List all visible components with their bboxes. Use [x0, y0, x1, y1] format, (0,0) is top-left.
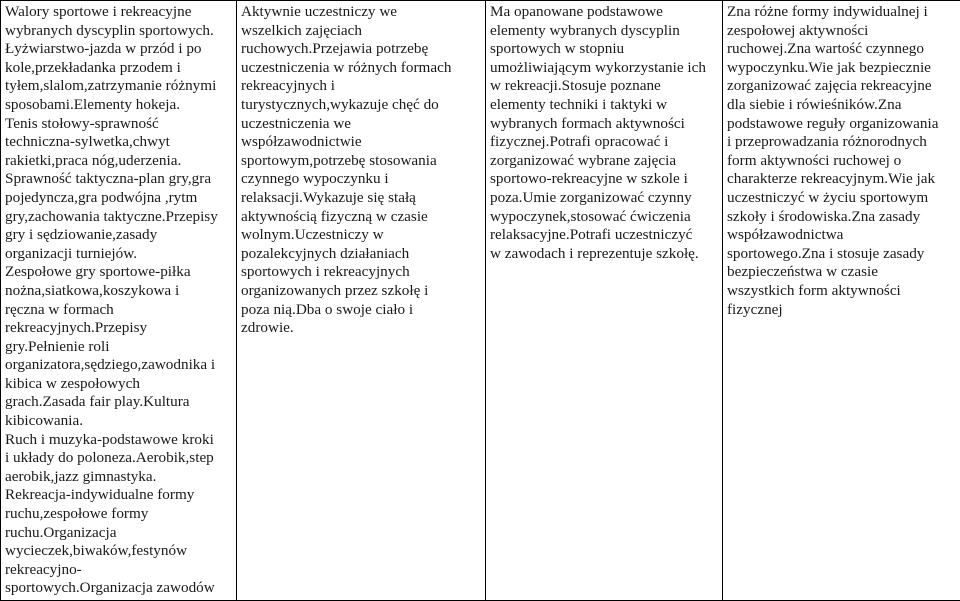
text-line: zdrowie. — [241, 319, 294, 337]
text-line: fizycznej — [727, 300, 783, 318]
text-line: gry,zachowania taktyczne.Przepisy — [5, 207, 218, 225]
text-line: wypoczynek,stosować ćwiczenia — [490, 207, 691, 225]
text-line: wszelkich zajęciach — [241, 21, 363, 39]
text-line: pojedyncza,gra podwójna ,rytm — [5, 188, 198, 206]
text-line: rakietki,praca nóg,uderzenia. — [5, 151, 182, 169]
text-line: tyłem,slalom,zatrzymanie różnymi — [5, 77, 217, 95]
text-line: wybranych formach aktywności — [490, 114, 685, 132]
text-line: sposobami.Elementy hokeja. — [5, 95, 181, 113]
text-line: wolnym.Uczestniczy w — [241, 226, 384, 244]
text-line: ruchowych.Przejawia potrzebę — [241, 40, 429, 58]
text-line: aktywnością fizyczną w czasie — [241, 207, 428, 225]
cell-text — [490, 3, 718, 263]
text-line: sportowych w stopniu — [490, 40, 625, 58]
text-line: ruchu,zespołowe formy — [5, 505, 149, 523]
text-line: gry i sędziowanie,zasady — [5, 226, 158, 244]
text-line: w zawodach i reprezentuje szkołę. — [490, 244, 699, 262]
text-line: wybranych dyscyplin sportowych. — [5, 21, 214, 39]
text-line: organizowanych przez szkołę i — [241, 281, 429, 299]
text-line: uczestniczyć w życiu sportowym — [727, 188, 929, 206]
text-line: kibica w zespołowych — [5, 374, 140, 392]
text-line: rekreacyjnych.Przepisy — [5, 319, 148, 337]
text-line: i układy do poloneza.Aerobik,step — [5, 449, 214, 467]
text-line: pozalekcyjnych działaniach — [241, 244, 410, 262]
text-line: Rekreacja-indywidualne formy — [5, 486, 195, 504]
text-line: dla siebie i rówieśników.Zna — [727, 95, 902, 113]
text-line: podstawowe reguły organizowania — [727, 114, 939, 132]
text-line: rekreacyjno- — [5, 560, 82, 578]
text-line: ręczna w formach — [5, 300, 114, 318]
text-line: bezpieczeństwa w czasie — [727, 263, 878, 281]
text-line: elementy techniki i taktyki w — [490, 95, 668, 113]
text-line: grach.Zasada fair play.Kultura — [5, 393, 190, 411]
table-cell-knowledge — [723, 1, 960, 601]
text-line: czynnego wypoczynku i — [241, 170, 389, 188]
text-line: rekreacyjnych i — [241, 77, 336, 95]
text-line: relaksacji.Wykazuje się stałą — [241, 188, 416, 206]
table-cell-skills — [486, 1, 723, 601]
text-line: Tenis stołowy-sprawność — [5, 114, 159, 132]
text-line: sportowo-rekreacyjne w szkole i — [490, 170, 688, 188]
text-line: aerobik,jazz gimnastyka. — [5, 467, 157, 485]
text-line: organizacji turniejów. — [5, 244, 137, 262]
table-cell-attitudes — [237, 1, 486, 601]
text-line: fizycznej.Potrafi opracować i — [490, 133, 669, 151]
text-line: poza nią.Dba o swoje ciało i — [241, 300, 414, 318]
text-line: charakterze rekreacyjnym.Wie jak — [727, 170, 936, 188]
cell-text — [241, 3, 481, 338]
text-line: współzawodnictwa — [727, 226, 844, 244]
table-cell-sports-values — [1, 1, 237, 601]
text-line: zespołowej aktywności — [727, 21, 869, 39]
text-line: Aktywnie uczestniczy we — [241, 3, 398, 20]
text-line: poza.Umie zorganizować czynny — [490, 188, 692, 206]
text-line: sportowego.Zna i stosuje zasady — [727, 244, 925, 262]
text-line: Zespołowe gry sportowe-piłka — [5, 263, 191, 281]
text-line: gry.Pełnienie roli — [5, 337, 110, 355]
cell-text — [727, 3, 960, 319]
text-line: sportowych i rekreacyjnych — [241, 263, 410, 281]
text-line: uczestniczenia w różnych formach — [241, 58, 452, 76]
text-line: Zna różne formy indywidualnej i — [727, 3, 928, 20]
text-line: kole,przekładanka przodem i — [5, 58, 181, 76]
text-line: Walory sportowe i rekreacyjne — [5, 3, 192, 20]
text-line: współzawodnictwie — [241, 133, 362, 151]
text-line: szkoły i środowiska.Zna zasady — [727, 207, 921, 225]
text-line: sportowym,potrzebę stosowania — [241, 151, 437, 169]
text-line: sportowych.Organizacja zawodów — [5, 579, 215, 597]
text-line: Ruch i muzyka-podstawowe kroki — [5, 430, 214, 448]
text-line: uczestniczenia we — [241, 114, 352, 132]
text-line: organizatora,sędziego,zawodnika i — [5, 356, 216, 374]
text-line: w rekreacji.Stosuje poznane — [490, 77, 661, 95]
text-line: techniczna-sylwetka,chwyt — [5, 133, 170, 151]
text-line: wypoczynku.Wie jak bezpiecznie — [727, 58, 931, 76]
text-line: ruchowej.Zna wartość czynnego — [727, 40, 924, 58]
text-line: zorganizować wybrane zajęcia — [490, 151, 677, 169]
text-line: elementy wybranych dyscyplin — [490, 21, 680, 39]
text-line: Łyżwiarstwo-jazda w przód i po — [5, 40, 202, 58]
text-line: nożna,siatkowa,koszykowa i — [5, 281, 180, 299]
table-row — [1, 1, 960, 601]
cell-text — [5, 3, 232, 598]
text-line: wycieczek,biwaków,festynów — [5, 542, 188, 560]
text-line: ruchu.Organizacja — [5, 523, 117, 541]
text-line: turystycznych,wykazuje chęć do — [241, 95, 439, 113]
text-line: zorganizować zajęcia rekreacyjne — [727, 77, 932, 95]
text-line: umożliwiającym wykorzystanie ich — [490, 58, 706, 76]
text-line: Sprawność taktyczna-plan gry,gra — [5, 170, 212, 188]
text-line: kibicowania. — [5, 412, 84, 430]
text-line: relaksacyjne.Potrafi uczestniczyć — [490, 226, 693, 244]
text-line: wszystkich form aktywności — [727, 281, 901, 299]
text-line: i przeprowadzania różnorodnych — [727, 133, 927, 151]
text-line: Ma opanowane podstawowe — [490, 3, 663, 20]
text-line: form aktywności ruchowej o — [727, 151, 902, 169]
